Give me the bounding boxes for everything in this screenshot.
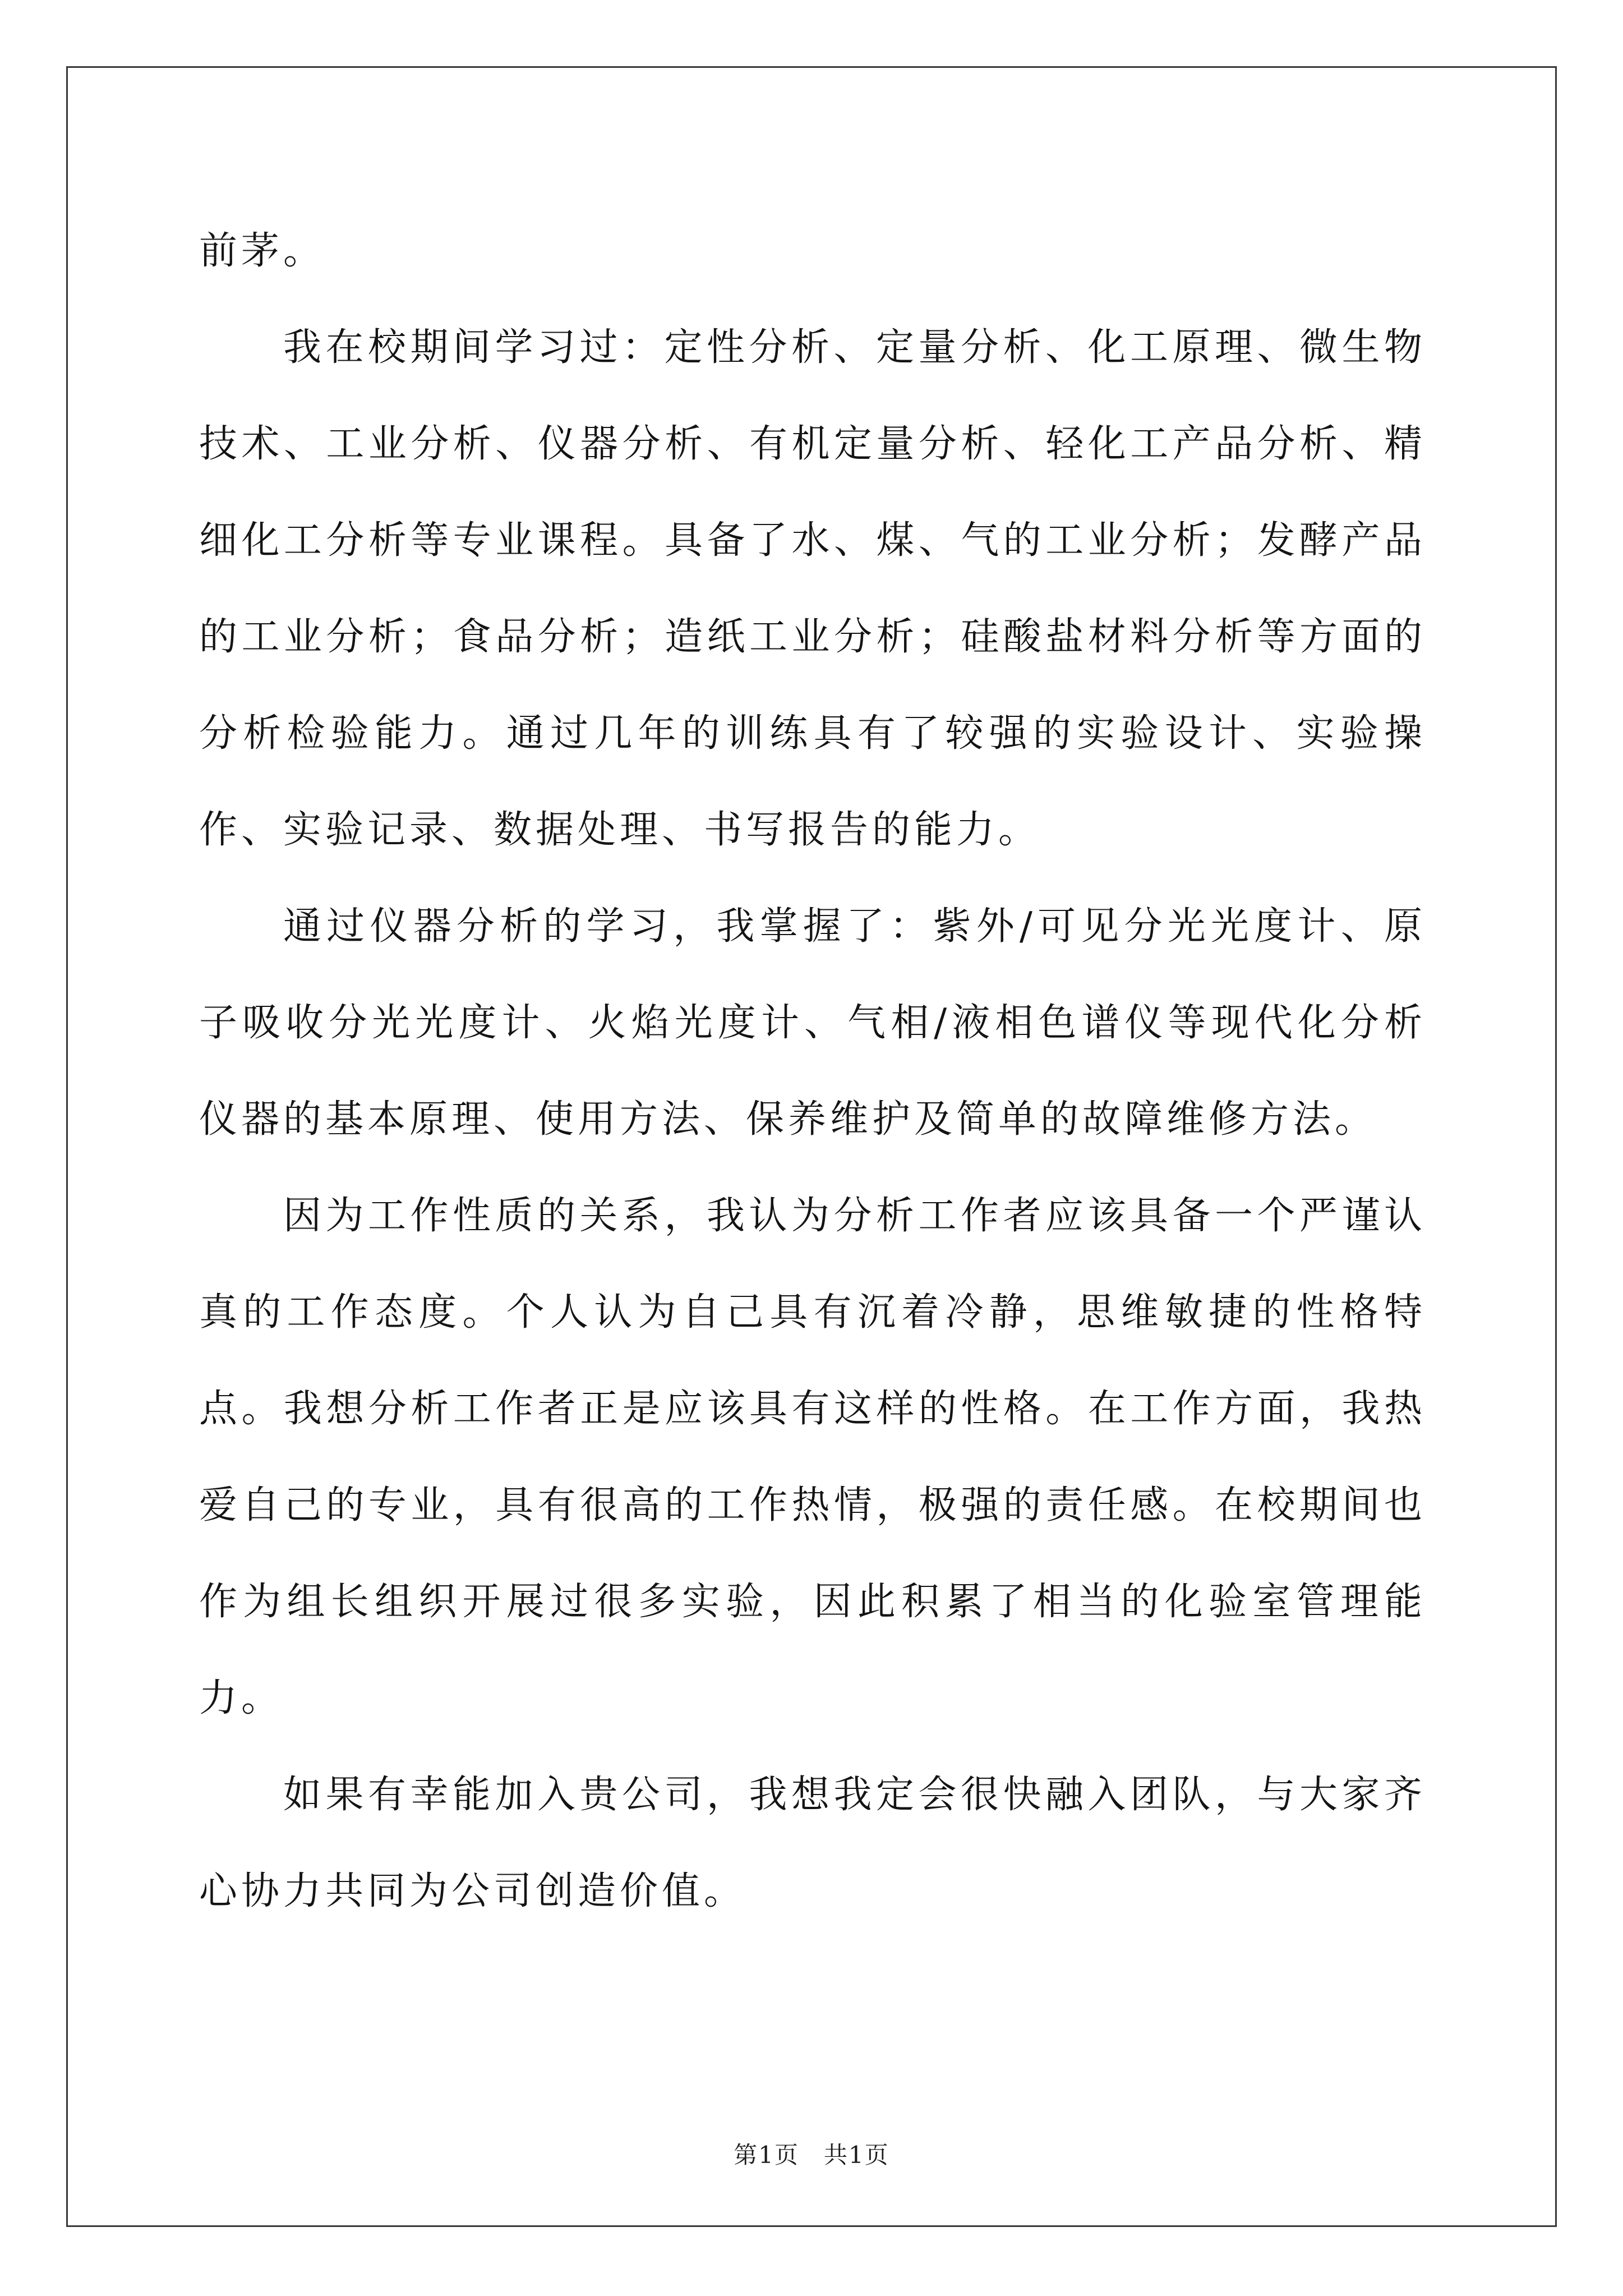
- paragraph: 通过仪器分析的学习，我掌握了：紫外/可见分光光度计、原子吸收分光光度计、火焰光度计、气相/液相色谱仪等现代化分析仪器的基本原理、使用方法、保养维护及简单的故障维修方法。: [199, 904, 1426, 1142]
- paragraph: 我在校期间学习过：定性分析、定量分析、化工原理、微生物技术、工业分析、仪器分析、有机定量分析、轻化工产品分析、精细化工分析等专业课程。具备了水、煤、气的工业分析；发酵产品的工业分析；食品分析；造纸工业分析；硅酸盐材料分析等方面的分析检验能力。通过几年的训练具有了较强的实验设计、实验操作、实验记录、数据处理、书写报告的能力。: [199, 325, 1426, 852]
- page-number-footer: 第1页 共1页: [734, 2141, 889, 2169]
- document-body: [199, 203, 1426, 1940]
- paragraph: 前茅。: [199, 229, 326, 273]
- paragraph: 如果有幸能加入贵公司，我想我定会很快融入团队，与大家齐心协力共同为公司创造价值。: [199, 1773, 1426, 1913]
- paragraph: 因为工作性质的关系，我认为分析工作者应该具备一个严谨认真的工作态度。个人认为自己具有沉着冷静，思维敏捷的性格特点。我想分析工作者正是应该具有这样的性格。在工作方面，我热爱自己的专业，具有很高的工作热情，极强的责任感。在校期间也作为组长组织开展过很多实验，因此积累了相当的化验室管理能力。: [199, 1194, 1426, 1720]
